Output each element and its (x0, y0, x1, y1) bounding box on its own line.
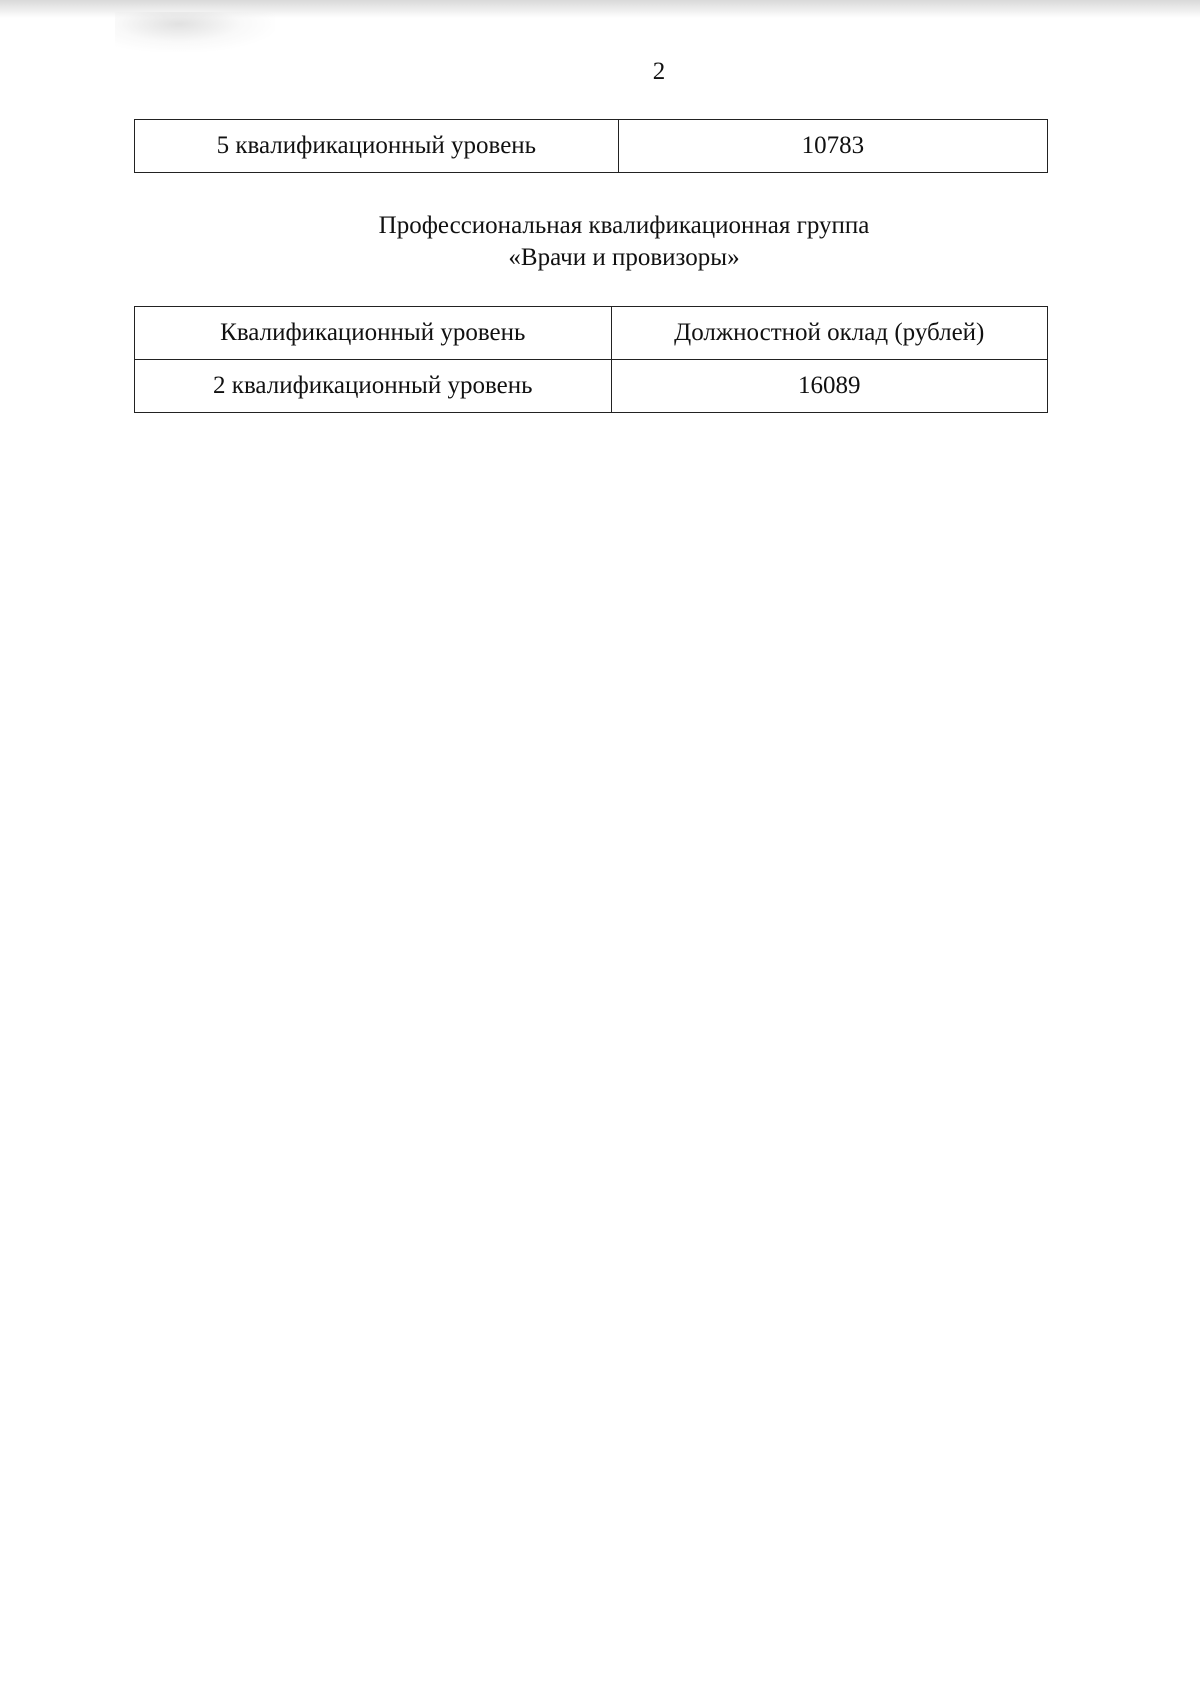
page-number: 2 (652, 58, 666, 85)
header-qualification-level: Квалификационный уровень (135, 307, 612, 360)
group-title-line-2: «Врачи и провизоры» (508, 244, 740, 271)
table-row (135, 120, 1048, 173)
salary-cell: 16089 (611, 360, 1047, 413)
table-row (135, 360, 1048, 413)
salary-table-continuation (134, 119, 1048, 173)
qualification-level-cell: 5 квалификационный уровень (135, 120, 619, 173)
table-header-row (135, 307, 1048, 360)
salary-cell: 10783 (618, 120, 1047, 173)
group-title-line-1: Профессиональная квалификационная группа (378, 212, 870, 239)
qualification-level-cell: 2 квалификационный уровень (135, 360, 612, 413)
doctors-salary-table (134, 306, 1048, 413)
header-salary: Должностной оклад (рублей) (611, 307, 1047, 360)
scan-smudge (115, 12, 275, 52)
group-title (134, 210, 1114, 274)
